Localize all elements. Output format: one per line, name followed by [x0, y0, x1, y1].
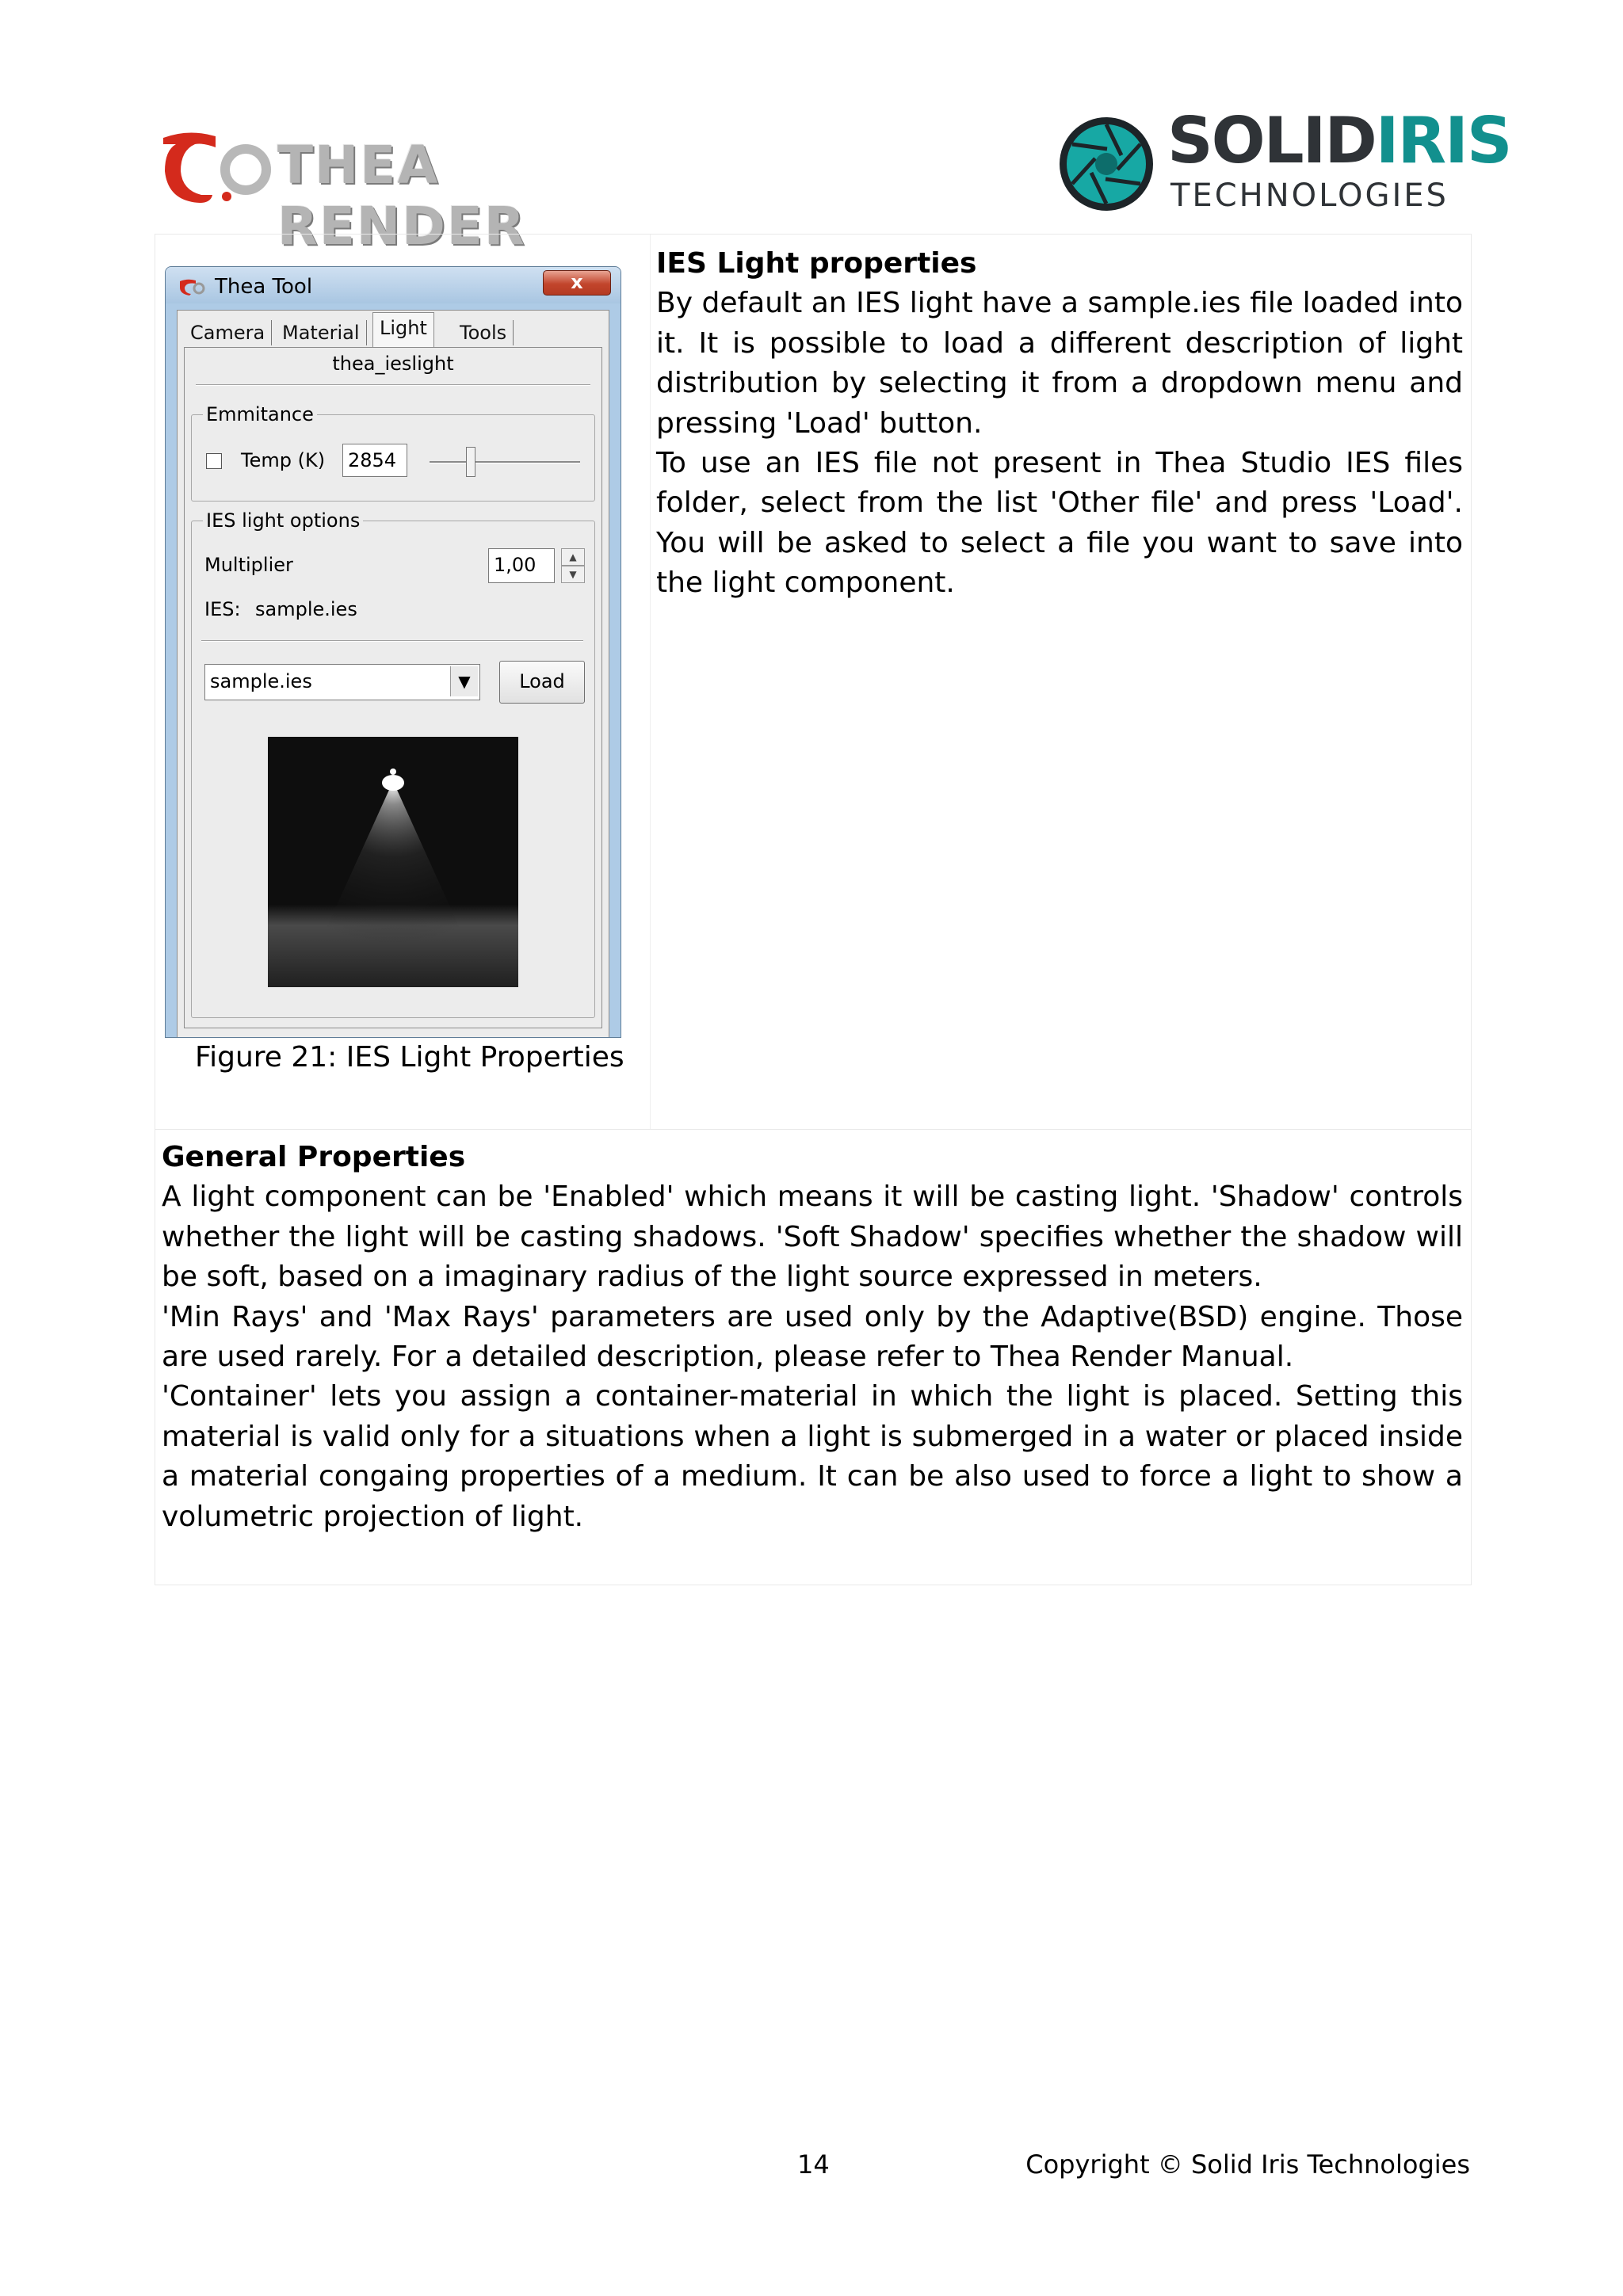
aperture-icon	[1058, 116, 1155, 212]
ies-section-heading: IES Light properties	[656, 247, 977, 280]
window-title: Thea Tool	[215, 275, 313, 299]
spin-up-icon[interactable]: ▲	[561, 548, 585, 566]
solidiris-subtitle: TECHNOLOGIES	[1170, 177, 1449, 214]
window-titlebar	[166, 267, 621, 303]
ies-light-preview	[268, 737, 518, 987]
load-button[interactable]: Load	[499, 661, 585, 704]
multiplier-input[interactable]: 1,00	[488, 548, 555, 583]
general-paragraph-2: 'Min Rays' and 'Max Rays' parameters are used only by the Adaptive(BSD) engine. Those are used rarely. For a detailed description, please refer to Thea Render Manual.	[162, 1300, 1463, 1374]
window-close-button[interactable]: x	[543, 270, 611, 296]
ies-paragraph-2: To use an IES file not present in Thea Studio IES files folder, select from the list 'Other file' and press 'Load'. You will be asked to select a file you want to save into the light component.	[656, 447, 1463, 600]
copyright-notice: Copyright © Solid Iris Technologies	[1025, 2149, 1470, 2180]
ies-group-label: IES light options	[203, 509, 363, 532]
general-paragraph-1: A light component can be 'Enabled' which means it will be casting light. 'Shadow' controls whether the light will be casting shadows. 'Soft Shadow' specifies whether the shadow will be soft, based on a imaginary radius of the light source expressed in meters.	[162, 1180, 1463, 1294]
general-section-heading: General Properties	[162, 1141, 466, 1173]
dropdown-value: sample.ies	[210, 670, 312, 692]
ies-file-dropdown[interactable]	[204, 664, 480, 700]
table-column-divider	[650, 235, 651, 1129]
window-client	[177, 310, 609, 1038]
dropdown-arrow-icon[interactable]: ▼	[450, 666, 478, 696]
ies-file-name: sample.ies	[255, 598, 357, 620]
multiplier-label: Multiplier	[204, 554, 293, 576]
solidiris-logo	[1058, 104, 1511, 214]
temp-input[interactable]: 2854	[342, 444, 407, 477]
thea-app-icon	[178, 278, 205, 296]
ies-options-group	[191, 509, 595, 1018]
temp-label: Temp (K)	[241, 449, 326, 471]
separator	[201, 640, 583, 642]
thea-tool-window	[165, 266, 621, 1038]
temp-slider-track[interactable]	[430, 461, 580, 463]
emittance-group	[191, 403, 595, 502]
thea-render-logo	[157, 124, 632, 257]
object-name: thea_ieslight	[332, 353, 454, 375]
page-number: 14	[797, 2149, 830, 2180]
tab-camera[interactable]: Camera	[184, 320, 272, 345]
temp-checkbox[interactable]	[206, 453, 222, 469]
thea-logo-text: THEA RENDER	[277, 135, 526, 257]
spin-down-icon[interactable]: ▼	[561, 566, 585, 583]
ies-label: IES:	[204, 598, 241, 620]
tab-material[interactable]: Material	[276, 320, 367, 345]
solidiris-wordmark: SOLIDIRIS	[1167, 104, 1511, 177]
general-paragraph-3: 'Container' lets you assign a container-material in which the light is placed. Setting this material is valid only for a situations when a light is submerged in a water or placed inside a material congaing properties of a medium. It can be also used to force a light to show a volumetric projection of light.	[162, 1380, 1463, 1533]
figure-caption: Figure 21: IES Light Properties	[195, 1041, 624, 1074]
emittance-group-label: Emmitance	[203, 402, 317, 426]
multiplier-spinner[interactable]	[561, 548, 583, 583]
general-properties-section	[162, 1138, 1463, 1537]
ies-properties-section	[656, 244, 1463, 604]
tab-tools[interactable]: Tools	[453, 320, 514, 345]
tab-light[interactable]: Light	[372, 312, 434, 348]
table-row-divider	[155, 1129, 1471, 1130]
ies-paragraph-1: By default an IES light have a sample.ies file loaded into it. It is possible to load a different description of light distribution by selecting it from a dropdown menu and pressing 'Load' button.	[656, 287, 1463, 440]
temp-slider-thumb[interactable]	[466, 447, 475, 477]
light-tab-panel	[184, 347, 602, 1028]
separator	[196, 384, 590, 386]
thea-logo-mark-icon	[157, 124, 276, 206]
